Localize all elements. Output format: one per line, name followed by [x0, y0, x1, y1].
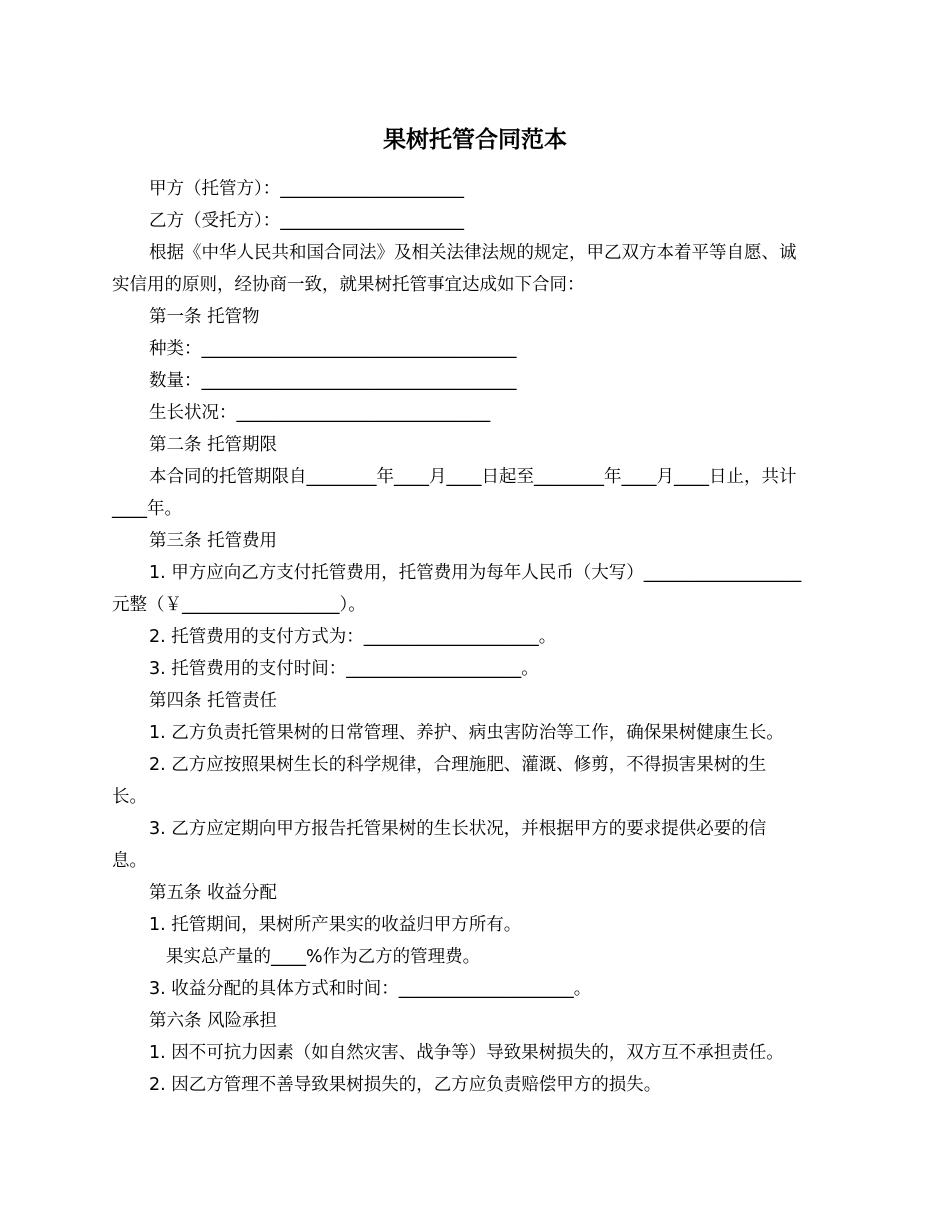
article-2-term-line-2: ____年。	[112, 499, 182, 519]
article-3-item-1-line-1: 1. 甲方应向乙方支付托管费用，托管费用为每年人民币（大写）__________________	[149, 563, 802, 583]
party-b-line: 乙方（受托方）：_____________________	[149, 211, 464, 231]
article-5-item-1: 1. 托管期间，果树所产果实的收益归甲方所有。	[149, 915, 522, 935]
article-3-item-1-line-2: 元整（￥__________________）。	[112, 595, 366, 615]
article-3-item-3: 3. 托管费用的支付时间：____________________。	[149, 659, 539, 679]
article-2-heading: 第二条 托管期限	[149, 435, 278, 455]
document-title: 果树托管合同范本	[383, 127, 567, 153]
preamble-line-1: 根据《中华人民共和国合同法》及相关法律法规的规定，甲乙双方本着平等自愿、诚	[149, 243, 797, 263]
article-1-growth: 生长状况：_____________________________	[149, 403, 491, 423]
article-4-item-1: 1. 乙方负责托管果树的日常管理、养护、病虫害防治等工作，确保果树健康生长。	[149, 723, 784, 743]
article-1-quantity: 数量：____________________________________	[149, 371, 517, 391]
article-4-heading: 第四条 托管责任	[149, 691, 278, 711]
article-4-item-2-line-1: 2. 乙方应按照果树生长的科学规律，合理施肥、灌溉、修剪，不得损害果树的生	[149, 755, 767, 775]
article-3-item-2: 2. 托管费用的支付方式为：____________________。	[149, 627, 557, 647]
article-6-item-1: 1. 因不可抗力因素（如自然灾害、战争等）导致果树损失的，双方互不承担责任。	[149, 1043, 784, 1063]
article-4-item-3-line-1: 3. 乙方应定期向甲方报告托管果树的生长状况，并根据甲方的要求提供必要的信	[149, 819, 767, 839]
article-5-item-3: 3. 收益分配的具体方式和时间：____________________。	[149, 979, 592, 999]
article-1-heading: 第一条 托管物	[149, 307, 260, 327]
article-1-type: 种类：____________________________________	[149, 339, 517, 359]
article-5-item-2: 果实总产量的____%作为乙方的管理费。	[166, 947, 481, 967]
article-4-item-2-line-2: 长。	[112, 787, 147, 807]
article-6-item-2: 2. 因乙方管理不善导致果树损失的，乙方应负责赔偿甲方的损失。	[149, 1075, 662, 1095]
article-3-heading: 第三条 托管费用	[149, 531, 278, 551]
article-5-heading: 第五条 收益分配	[149, 883, 278, 903]
party-a-line: 甲方（托管方）：_____________________	[149, 179, 464, 199]
article-2-term-line-1: 本合同的托管期限自________年____月____日起至________年____月____日止，共计	[149, 467, 797, 487]
article-6-heading: 第六条 风险承担	[149, 1011, 278, 1031]
article-4-item-3-line-2: 息。	[112, 851, 147, 871]
preamble-line-2: 实信用的原则，经协商一致，就果树托管事宜达成如下合同：	[112, 275, 585, 295]
